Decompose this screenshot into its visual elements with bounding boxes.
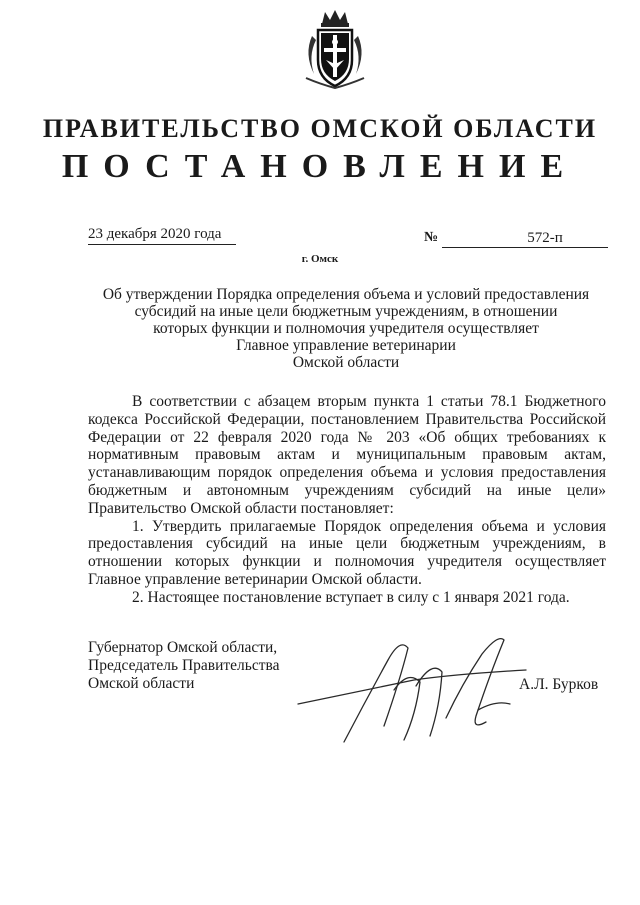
document-body <box>88 393 606 607</box>
body-paragraph-item-1: 1. Утвердить прилагаемые Порядок определения объема и условия предоставления субсидий на иные цели бюджетным учреждениям, в отношении которых функции и полномочия учредителя осуществляет Главное управление ветеринарии Омской области. <box>88 517 606 588</box>
document-number-field <box>442 230 608 248</box>
signatory-name: А.Л. Бурков <box>519 676 599 693</box>
position-line: Председатель Правительства <box>88 657 280 675</box>
document-type-title: ПОСТАНОВЛЕНИЕ <box>61 148 579 185</box>
body-paragraph-item-2: 2. Настоящее постановление вступает в силу с 1 января 2021 года. <box>132 588 570 606</box>
document-date: 23 декабря 2020 года <box>88 226 236 245</box>
government-title: ПРАВИТЕЛЬСТВО ОМСКОЙ ОБЛАСТИ <box>42 114 598 143</box>
city: г. Омск <box>301 253 339 265</box>
subject-line: субсидий на иные цели бюджетным учреждениям, в отношении <box>134 303 558 320</box>
document-subject <box>86 286 606 371</box>
number-sign: № <box>424 230 439 245</box>
coat-of-arms-icon <box>300 8 370 90</box>
position-line: Омской области <box>88 675 195 693</box>
signatory-position <box>88 639 308 694</box>
document-number: 572-п <box>527 230 563 246</box>
body-paragraph-preamble: В соответствии с абзацем вторым пункта 1 статьи 78.1 Бюджетного кодекса Российской Федерации, постановлением Правительства Российской Федерации от 22 февраля 2020 года № 203 «Об общих требованиях к нормативным правовым актам и муниципальным правовым актам, устанавливающим порядок определения объема и условия предоставления бюджетным и автономным учреждениям субсидий на иные цели» Правительство Омской области постановляет: <box>88 393 606 517</box>
subject-line: Главное управление ветеринарии <box>236 337 456 354</box>
position-line: Губернатор Омской области, <box>88 639 278 656</box>
handwritten-signature <box>296 630 532 752</box>
subject-line: Об утверждении Порядка определения объема и условий предоставления <box>102 286 590 303</box>
subject-line: Омской области <box>292 354 400 371</box>
subject-line: которых функции и полномочия учредителя осуществляет <box>153 320 539 337</box>
